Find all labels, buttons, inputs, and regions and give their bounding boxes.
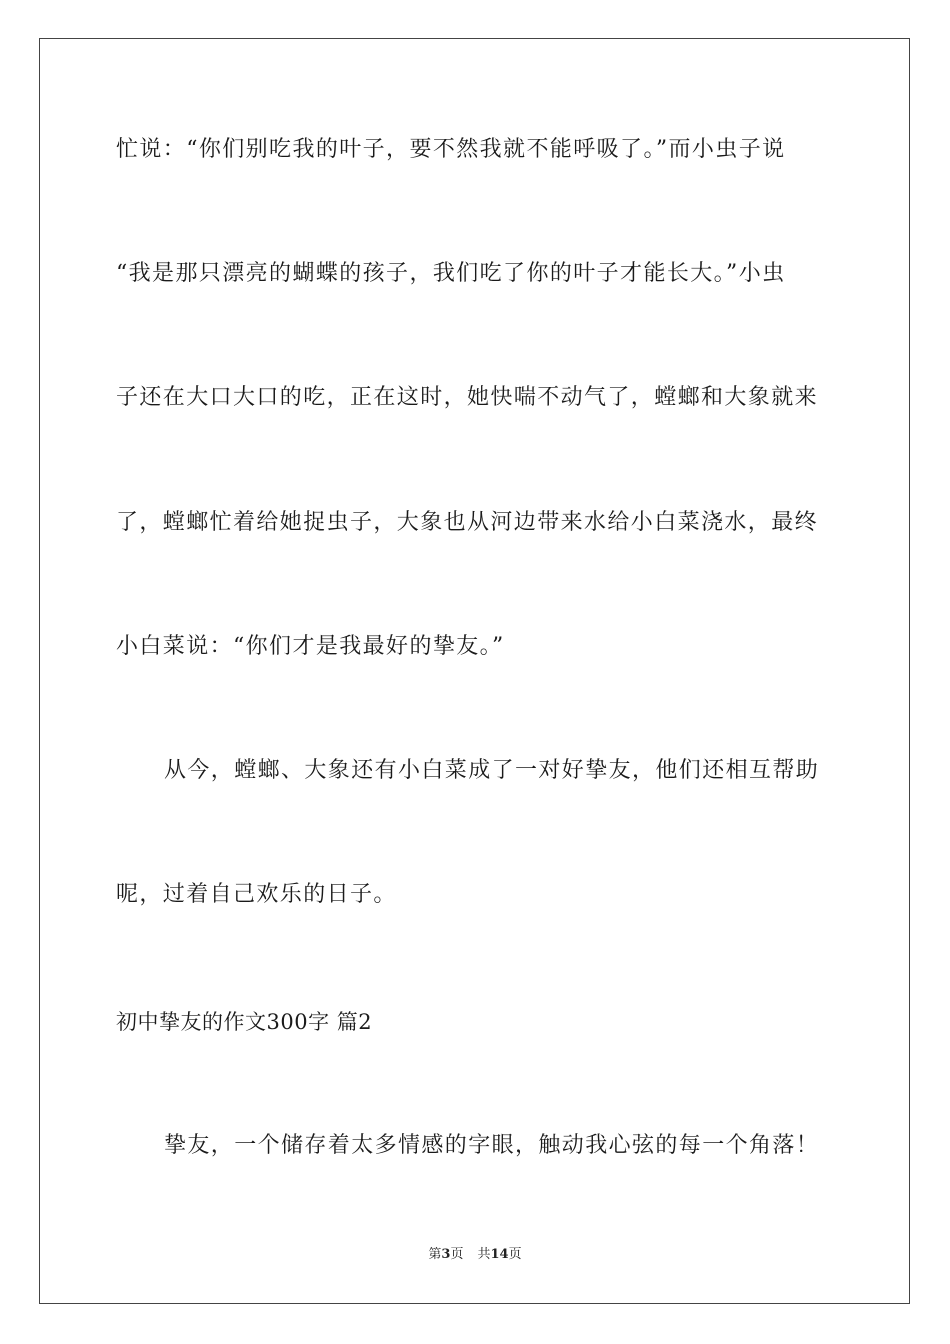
total-pages: 14: [490, 1247, 509, 1262]
text-line-4: 了，螳螂忙着给她捉虫子，大象也从河边带来水给小白菜浇水，最终: [116, 510, 819, 535]
text-line-3: 子还在大口大口的吃，正在这时，她快喘不动气了，螳螂和大象就来: [116, 385, 819, 410]
total-suffix: 页: [508, 1247, 522, 1262]
page-suffix: 页: [450, 1247, 464, 1262]
page-border: [39, 38, 910, 1304]
page-current: 3: [441, 1247, 451, 1262]
section-heading: 初中挚友的作文300字 篇2: [116, 1010, 373, 1034]
text-line-1: 忙说：“你们别吃我的叶子，要不然我就不能呼吸了。”而小虫子说: [116, 137, 786, 162]
total-prefix: 共: [477, 1247, 491, 1262]
text-line-8: 挚友，一个储存着太多情感的字眼，触动我心弦的每一个角落！: [164, 1133, 820, 1158]
page-footer: [0, 1246, 950, 1264]
text-line-6: 从今，螳螂、大象还有小白菜成了一对好挚友，他们还相互帮助: [164, 758, 820, 783]
text-line-5: 小白菜说：“你们才是我最好的挚友。”: [116, 634, 505, 659]
text-line-7: 呢，过着自己欢乐的日子。: [116, 882, 397, 907]
page-prefix: 第: [428, 1247, 442, 1262]
text-line-2: “我是那只漂亮的蝴蝶的孩子，我们吃了你的叶子才能长大。”小虫: [116, 261, 786, 286]
